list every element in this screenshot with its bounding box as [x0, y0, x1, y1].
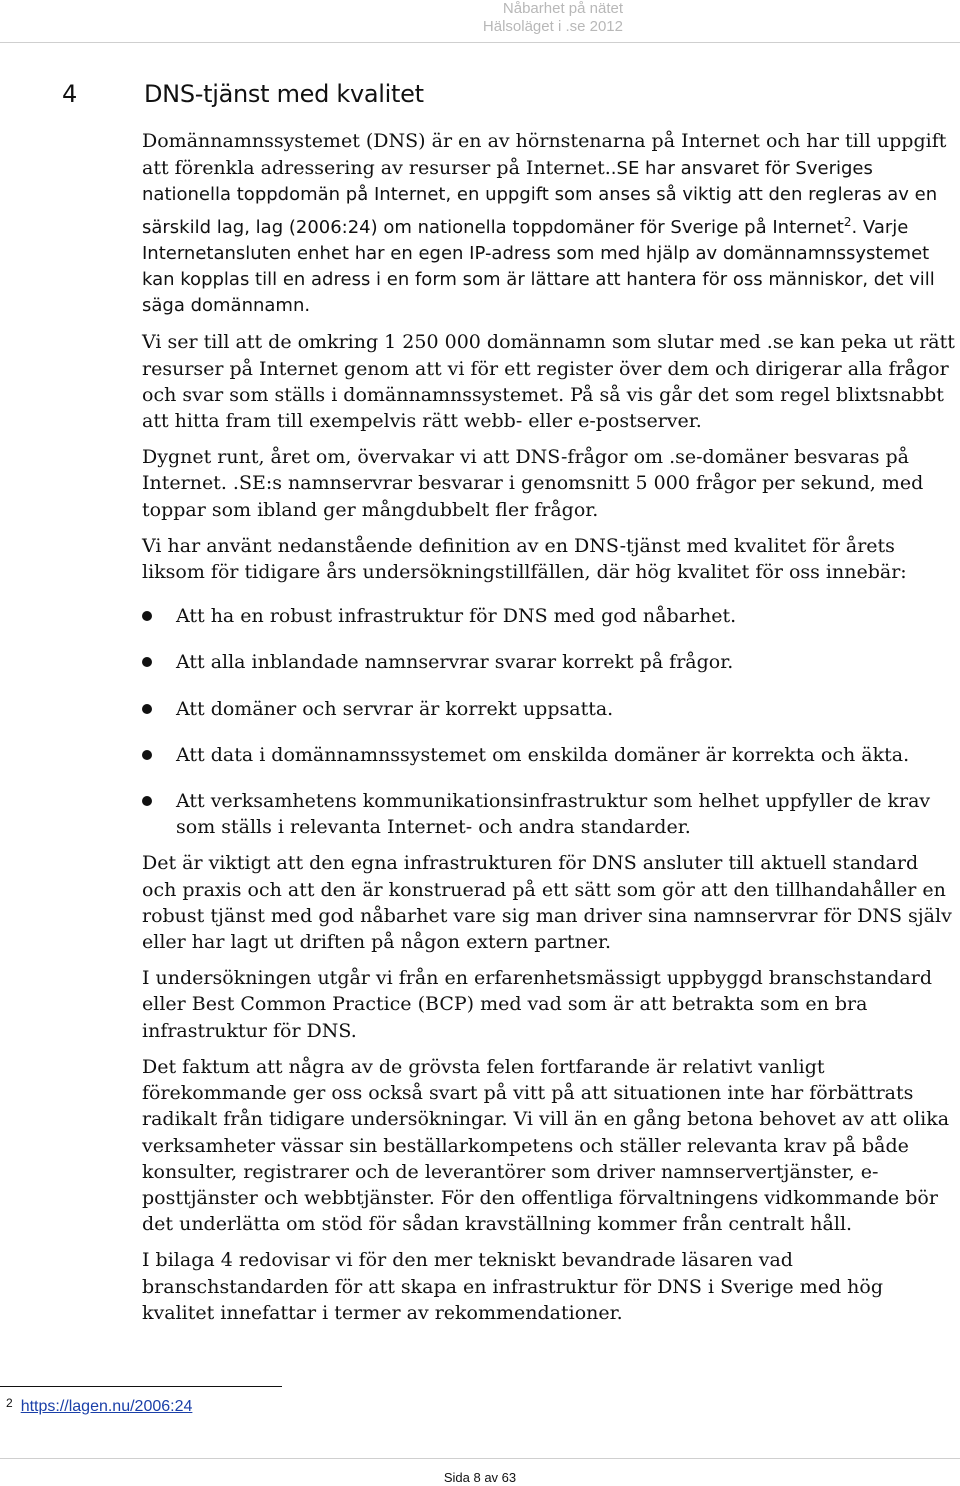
paragraph-6: I undersökningen utgår vi från en erfarenhetsmässigt uppbyggd branschstandard eller Best Common Practice (BCP) med vad som är att betrakta som en bra infrastruktur för DNS.	[142, 967, 933, 1042]
footnote-rule	[0, 1386, 282, 1387]
body-text	[142, 128, 958, 1336]
bullet-icon	[142, 796, 152, 806]
bullet-icon	[142, 704, 152, 714]
footnote	[6, 1398, 192, 1416]
paragraph-3: Dygnet runt, året om, övervakar vi att DNS-frågor om .se-domäner besvaras på Internet. .SE:s namnservrar besvarar i genomsnitt 5 000 frågor per sekund, med toppar som ibland ger mångdubbelt fler frågor.	[142, 446, 924, 521]
list-item: Att domäner och servrar är korrekt uppsatta.	[142, 696, 958, 722]
footer-rule	[0, 1458, 960, 1459]
paragraph-1-serif: Domännamnssystemet (DNS) är en av hörnstenarna på Internet och har till uppgift att förenkla adressering av resurser på Internet.	[142, 130, 947, 180]
paragraph-1-end: . Varje Internetansluten enhet har en egen IP-adress som med hjälp av domännamnssystemet kan kopplas till en adress i en form som är lättare att hantera för oss människor, det vill säga domännamn.	[142, 216, 935, 317]
list-item: Att alla inblandade namnservrar svarar korrekt på frågor.	[142, 649, 958, 675]
bullet-icon	[142, 750, 152, 760]
list-item: Att data i domännamnssystemet om enskilda domäner är korrekta och äkta.	[142, 742, 958, 768]
header-rule	[0, 42, 960, 43]
footnote-link[interactable]: https://lagen.nu/2006:24	[20, 1398, 193, 1415]
footnote-marker: 2	[6, 1396, 13, 1410]
bullet-icon	[142, 611, 152, 621]
section-number: 4	[62, 80, 77, 108]
paragraph-8: I bilaga 4 redovisar vi för den mer tekniskt bevandrade läsaren vad branschstandarden för att skapa en infrastruktur för DNS i Sverige med hög kvalitet innefattar i termer av rekommendationer.	[142, 1249, 884, 1324]
paragraph-1-sans: .SE har ansvaret för Sveriges nationella toppdomän på Internet, en uppgift som anses så viktig att den regleras av en särskild lag, lag (2006:24) om nationella toppdomäner för Sverige på Internet	[142, 158, 938, 238]
paragraph-7: Det faktum att några av de grövsta felen fortfarande är relativt vanligt förekommande ger oss också svart på vitt på att situationen inte har förbättrats radikalt från tidigare undersökningar. Vi vill än en gång betona behovet av att olika verksamheter vässar sin beställarkompetens och ställer relevanta krav på både konsulter, registrarer och de leverantörer som driver namnservertjänster, e-posttjänster och webbtjänster. För den offentliga förvaltningens vidkommande bör det underlätta om stöd för sådan kravställning kommer från centralt håll.	[142, 1055, 950, 1236]
list-item: Att verksamhetens kommunikationsinfrastruktur som helhet uppfyller de krav som ställs i relevanta Internet- och andra standarder.	[142, 788, 958, 840]
paragraph-4: Vi har använt nedanstående definition av en DNS-tjänst med kvalitet för årets liksom för tidigare års undersökningstillfällen, där hög kvalitet för oss innebär:	[142, 534, 907, 584]
section-heading	[62, 80, 424, 108]
running-header	[483, 0, 623, 36]
header-title: Nåbarhet på nätet	[502, 0, 623, 17]
quality-criteria-list	[142, 603, 958, 840]
paragraph-2: Vi ser till att de omkring 1 250 000 domännamn som slutar med .se kan peka ut rätt resurser på Internet genom att vi för ett register över dem och dirigerar alla frågor och svar som ställs i domännamnssystemet. På så vis går det som regel blixtsnabbt att hitta fram till exempelvis rätt webb- eller e-postserver.	[142, 331, 955, 433]
paragraph-5: Det är viktigt att den egna infrastrukturen för DNS ansluter till aktuell standard och praxis och att den är konstruerad på ett sätt som gör att den tillhandahåller en robust tjänst med god nåbarhet vare sig man driver sina namnservrar för DNS själv eller har lagt ut driften på någon extern partner.	[142, 852, 952, 954]
page-number: Sida 8 av 63	[443, 1470, 517, 1485]
paragraph-1	[142, 128, 958, 319]
section-title: DNS-tjänst med kvalitet	[144, 80, 424, 108]
list-item: Att ha en robust infrastruktur för DNS med god nåbarhet.	[142, 603, 958, 629]
footnote-ref[interactable]: 2	[843, 214, 852, 229]
header-subtitle: Hälsoläget i .se 2012	[482, 18, 623, 35]
bullet-icon	[142, 657, 152, 667]
